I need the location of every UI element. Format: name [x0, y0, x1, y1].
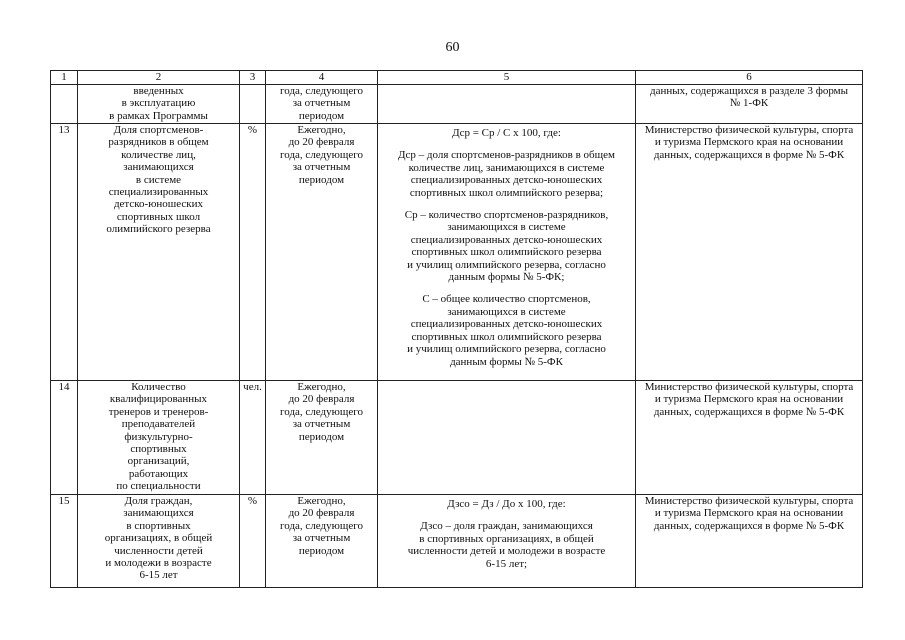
- indicator-name-line: работающих: [128, 467, 189, 480]
- formula: Дср = Ср / С х 100, где:: [452, 127, 561, 139]
- definition-line: специализированных детско-юношеских: [410, 318, 603, 331]
- header-cell-5: 5: [378, 71, 636, 85]
- indicator-name-line: преподавателей: [121, 418, 196, 431]
- indicator-name-cell: [78, 495, 240, 588]
- period-line: за отчетным: [292, 97, 351, 110]
- period-line: до 20 февраля: [288, 393, 355, 406]
- indicator-name-line: квалифицированных: [109, 393, 208, 406]
- indicator-name-line: тренеров и тренеров-: [108, 405, 209, 418]
- table-row-13: [51, 124, 863, 381]
- period-line: Ежегодно,: [297, 124, 346, 136]
- source-line: данных, содержащихся в разделе 3 формы: [649, 85, 849, 97]
- row-number: [51, 85, 78, 124]
- period-line: за отчетным: [292, 161, 351, 174]
- source-cell: [636, 381, 863, 495]
- period-line: периодом: [298, 109, 345, 122]
- period-cell: [266, 381, 378, 495]
- indicator-name-line: в системе: [135, 173, 182, 186]
- period-line: периодом: [298, 544, 345, 557]
- indicator-name-line: спортивных школ: [116, 210, 201, 223]
- formula: Дзсо = Дз / До х 100, где:: [447, 498, 566, 510]
- definition-line: спортивных школ олимпийского резерва: [411, 330, 602, 343]
- definition-line: спортивных школ олимпийского резерва: [411, 246, 602, 259]
- table-row-15: [51, 495, 863, 588]
- definition-line: Дзсо – доля граждан, занимающихся: [420, 520, 593, 533]
- indicator-name-line: по специальности: [116, 480, 201, 493]
- indicator-name-line: спортивных: [130, 443, 187, 456]
- source-cell: [636, 85, 863, 124]
- indicator-table: [50, 70, 863, 588]
- indicator-name-line: Количество: [131, 381, 186, 393]
- source-line: и туризма Пермского края на основании: [654, 507, 844, 520]
- indicator-name-line: в эксплуатацию: [121, 97, 196, 110]
- indicator-name-line: Доля граждан,: [124, 495, 193, 507]
- header-cell-2: 2: [78, 71, 240, 85]
- definition-line: Дср – доля спортсменов-разрядников в общем: [398, 149, 615, 162]
- definition-line: и училищ олимпийского резерва, согласно: [407, 258, 606, 271]
- header-row: [51, 71, 863, 85]
- definition-line: С – общее количество спортсменов,: [422, 293, 591, 306]
- indicator-name-line: введенных: [133, 85, 184, 97]
- definition-line: количестве лиц, занимающихся в системе: [408, 161, 605, 174]
- period-cell: [266, 124, 378, 381]
- row-number: 14: [51, 381, 78, 495]
- indicator-name-line: 6-15 лет: [139, 569, 178, 582]
- unit-cell: [240, 85, 266, 124]
- source-line: № 1-ФК: [729, 97, 769, 110]
- period-cell: [266, 85, 378, 124]
- indicator-name-line: численности детей: [114, 544, 203, 557]
- indicator-name-line: разрядников в общем: [108, 136, 209, 149]
- header-cell-1: 1: [51, 71, 78, 85]
- definition-line: 6-15 лет;: [485, 557, 528, 570]
- source-line: данных, содержащихся в форме № 5-ФК: [653, 148, 845, 161]
- definition-line: в спортивных организациях, в общей: [419, 532, 594, 545]
- definition-line: и училищ олимпийского резерва, согласно: [407, 343, 606, 356]
- source-line: данных, содержащихся в форме № 5-ФК: [653, 405, 845, 418]
- indicator-name-line: детско-юношеских: [113, 198, 204, 211]
- definition-line: численности детей и молодежи в возрасте: [407, 545, 606, 558]
- period-line: за отчетным: [292, 532, 351, 545]
- source-cell: [636, 124, 863, 381]
- table-row-14: [51, 381, 863, 495]
- period-line: периодом: [298, 430, 345, 443]
- indicator-name-line: физкультурно-: [124, 430, 193, 443]
- method-cell: [378, 381, 636, 495]
- period-line: года, следующего: [280, 85, 363, 97]
- source-line: и туризма Пермского края на основании: [654, 136, 844, 149]
- row-number: 15: [51, 495, 78, 588]
- indicator-name-line: организациях, в общей: [104, 532, 213, 545]
- indicator-name-line: в рамках Программы: [109, 109, 208, 122]
- indicator-name-cell: [78, 85, 240, 124]
- table-row-continuation: [51, 85, 863, 124]
- period-line: до 20 февраля: [288, 507, 355, 520]
- page-number: 60: [445, 40, 460, 55]
- period-line: за отчетным: [292, 418, 351, 431]
- method-cell: [378, 85, 636, 124]
- source-cell: [636, 495, 863, 588]
- method-cell: [378, 495, 636, 588]
- period-line: года, следующего: [280, 405, 363, 418]
- unit-cell: чел.: [240, 381, 266, 495]
- indicator-name-line: организаций,: [127, 455, 190, 468]
- source-line: Министерство физической культуры, спорта: [644, 124, 854, 136]
- indicator-name-line: в спортивных: [126, 519, 191, 532]
- period-line: года, следующего: [280, 148, 363, 161]
- indicator-name-cell: [78, 124, 240, 381]
- source-line: Министерство физической культуры, спорта: [644, 381, 854, 393]
- definition-line: спортивных школ олимпийского резерва;: [409, 186, 604, 199]
- definition-line: занимающихся в системе: [447, 305, 566, 318]
- indicator-name-line: специализированных: [108, 186, 209, 199]
- source-line: данных, содержащихся в форме № 5-ФК: [653, 519, 845, 532]
- indicator-name-line: занимающихся: [123, 507, 194, 520]
- period-cell: [266, 495, 378, 588]
- definition-line: специализированных детско-юношеских: [410, 174, 603, 187]
- period-line: Ежегодно,: [297, 495, 346, 507]
- period-line: периодом: [298, 173, 345, 186]
- header-cell-3: 3: [240, 71, 266, 85]
- definition-line: Ср – количество спортсменов-разрядников,: [404, 209, 609, 222]
- period-line: года, следующего: [280, 519, 363, 532]
- row-number: 13: [51, 124, 78, 381]
- method-cell: [378, 124, 636, 381]
- definition-line: специализированных детско-юношеских: [410, 233, 603, 246]
- indicator-name-line: количестве лиц,: [121, 148, 196, 161]
- header-cell-4: 4: [266, 71, 378, 85]
- unit-cell: %: [240, 124, 266, 381]
- source-line: Министерство физической культуры, спорта: [644, 495, 854, 507]
- definition-line: занимающихся в системе: [447, 221, 566, 234]
- period-line: Ежегодно,: [297, 381, 346, 393]
- indicator-name-line: и молодежи в возрасте: [105, 557, 212, 570]
- header-cell-6: 6: [636, 71, 863, 85]
- definition-line: данным формы № 5-ФК: [450, 355, 563, 368]
- indicator-name-line: занимающихся: [123, 161, 194, 174]
- unit-cell: %: [240, 495, 266, 588]
- source-line: и туризма Пермского края на основании: [654, 393, 844, 406]
- indicator-name-line: олимпийского резерва: [106, 223, 211, 236]
- definition-line: данным формы № 5-ФК;: [448, 271, 565, 284]
- indicator-name-cell: [78, 381, 240, 495]
- indicator-name-line: Доля спортсменов-: [113, 124, 204, 136]
- period-line: до 20 февраля: [288, 136, 355, 149]
